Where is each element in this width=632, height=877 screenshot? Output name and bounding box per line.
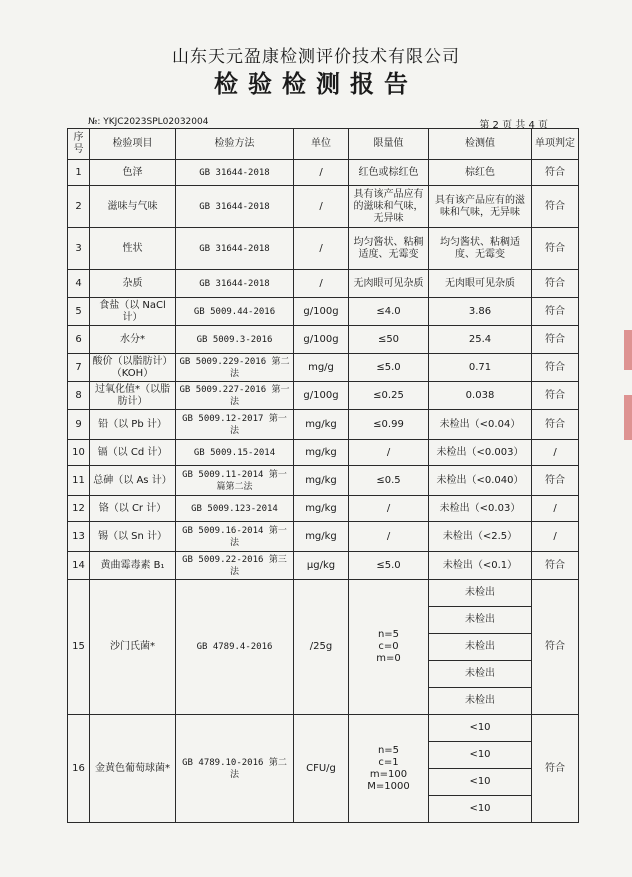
table-row: [68, 354, 579, 382]
table-row: [68, 580, 579, 607]
cell-item: 铬（以 Cr 计）: [90, 496, 176, 522]
cell-value: 未检出（<0.003）: [429, 440, 532, 466]
cell-method: GB 31644-2018: [176, 186, 294, 228]
cell-item: 滋味与气味: [90, 186, 176, 228]
cell-value: 25.4: [429, 326, 532, 354]
limit-line: c=0: [378, 641, 399, 652]
table-row: [68, 440, 579, 466]
cell-limit: 均匀酱状、粘稠适度、无霉变: [349, 228, 429, 270]
cell-value: 未检出（<0.1）: [429, 552, 532, 580]
cell-unit: /: [294, 228, 349, 270]
cell-verdict: /: [532, 522, 579, 552]
cell-value: 均匀酱状、粘稠适度、无霉变: [429, 228, 532, 270]
cell-value: 未检出: [429, 607, 532, 634]
cell-limit: [349, 580, 429, 715]
col-header-limit: 限量值: [349, 129, 429, 160]
cell-verdict: 符合: [532, 326, 579, 354]
cell-method: GB 5009.123-2014: [176, 496, 294, 522]
cell-unit: mg/kg: [294, 410, 349, 440]
report-number: №: YKJC2023SPL02032004: [88, 117, 209, 127]
cell-verdict: 符合: [532, 298, 579, 326]
table-row: [68, 522, 579, 552]
cell-method: GB 31644-2018: [176, 270, 294, 298]
cell-limit: [349, 715, 429, 823]
report-title: 检验检测报告: [214, 70, 418, 98]
cell-value: 未检出: [429, 661, 532, 688]
cell-item: 水分*: [90, 326, 176, 354]
cell-no: 14: [68, 552, 90, 580]
cell-verdict: /: [532, 496, 579, 522]
cell-no: 8: [68, 382, 90, 410]
cell-limit: ≤5.0: [349, 354, 429, 382]
cell-no: 11: [68, 466, 90, 496]
cell-no: 4: [68, 270, 90, 298]
cell-unit: /: [294, 186, 349, 228]
cell-no: 1: [68, 160, 90, 186]
cell-unit: mg/kg: [294, 496, 349, 522]
cell-unit: mg/kg: [294, 522, 349, 552]
cell-verdict: 符合: [532, 160, 579, 186]
cell-unit: /25g: [294, 580, 349, 715]
cell-value: 未检出: [429, 688, 532, 715]
cell-verdict: 符合: [532, 466, 579, 496]
cell-item: 沙门氏菌*: [90, 580, 176, 715]
results-table: [67, 128, 579, 823]
cell-method: GB 5009.11-2014 第一篇第二法: [176, 466, 294, 496]
table-row: [68, 410, 579, 440]
cell-limit: ≤0.5: [349, 466, 429, 496]
cell-method: GB 5009.22-2016 第三法: [176, 552, 294, 580]
cell-value: 棕红色: [429, 160, 532, 186]
cell-limit: ≤0.99: [349, 410, 429, 440]
cell-item: 色泽: [90, 160, 176, 186]
cell-method: GB 5009.12-2017 第一法: [176, 410, 294, 440]
cell-no: 12: [68, 496, 90, 522]
table-row: [68, 715, 579, 742]
cell-value: <10: [429, 715, 532, 742]
cell-verdict: /: [532, 440, 579, 466]
cell-item: 黄曲霉毒素 B₁: [90, 552, 176, 580]
cell-limit: 无肉眼可见杂质: [349, 270, 429, 298]
table-row: [68, 552, 579, 580]
table-row: [68, 496, 579, 522]
cell-no: 15: [68, 580, 90, 715]
table-row: [68, 298, 579, 326]
cell-item: 总砷（以 As 计）: [90, 466, 176, 496]
table-row: [68, 326, 579, 354]
cell-method: GB 5009.16-2014 第一法: [176, 522, 294, 552]
cell-value: 未检出（<0.04）: [429, 410, 532, 440]
cell-unit: CFU/g: [294, 715, 349, 823]
cell-method: GB 4789.4-2016: [176, 580, 294, 715]
cell-verdict: 符合: [532, 580, 579, 715]
cell-unit: g/100g: [294, 382, 349, 410]
cell-no: 3: [68, 228, 90, 270]
col-header-value: 检测值: [429, 129, 532, 160]
limit-line: n=5: [377, 744, 400, 756]
stamp-edge-mark-bottom: [624, 395, 632, 440]
cell-unit: mg/g: [294, 354, 349, 382]
cell-method: GB 5009.15-2014: [176, 440, 294, 466]
col-header-unit: 单位: [294, 129, 349, 160]
col-header-verdict: 单项判定: [532, 129, 579, 160]
cell-item: 杂质: [90, 270, 176, 298]
cell-limit: /: [349, 522, 429, 552]
cell-limit: /: [349, 440, 429, 466]
cell-verdict: 符合: [532, 354, 579, 382]
cell-unit: /: [294, 270, 349, 298]
cell-unit: mg/kg: [294, 440, 349, 466]
cell-no: 10: [68, 440, 90, 466]
cell-unit: mg/kg: [294, 466, 349, 496]
cell-no: 6: [68, 326, 90, 354]
cell-unit: g/100g: [294, 298, 349, 326]
cell-unit: /: [294, 160, 349, 186]
cell-limit: ≤5.0: [349, 552, 429, 580]
page-indicator: 第 2 页 共 4 页: [479, 120, 548, 131]
cell-value: 无肉眼可见杂质: [429, 270, 532, 298]
cell-limit: 具有该产品应有的滋味和气味，无异味: [349, 186, 429, 228]
cell-value: 3.86: [429, 298, 532, 326]
cell-item: 食盐（以 NaCl 计）: [90, 298, 176, 326]
table-row: [68, 270, 579, 298]
cell-item: 镉（以 Cd 计）: [90, 440, 176, 466]
cell-value: 具有该产品应有的滋味和气味，无异味: [429, 186, 532, 228]
limit-line: n=5: [377, 629, 400, 640]
cell-limit: ≤50: [349, 326, 429, 354]
cell-value: 未检出（<0.040）: [429, 466, 532, 496]
cell-item: 酸价（以脂肪计）（KOH）: [90, 354, 176, 382]
cell-value: <10: [429, 742, 532, 769]
table-row: [68, 466, 579, 496]
cell-value: 未检出（<2.5）: [429, 522, 532, 552]
cell-verdict: 符合: [532, 382, 579, 410]
cell-verdict: 符合: [532, 552, 579, 580]
col-header-no: 序号: [68, 129, 90, 160]
cell-method: GB 5009.229-2016 第二法: [176, 354, 294, 382]
cell-method: GB 4789.10-2016 第二法: [176, 715, 294, 823]
cell-limit: 红色或棕红色: [349, 160, 429, 186]
organization-name: 山东天元盈康检测评价技术有限公司: [172, 47, 460, 67]
cell-verdict: 符合: [532, 228, 579, 270]
cell-no: 7: [68, 354, 90, 382]
cell-value: 0.038: [429, 382, 532, 410]
cell-value: 未检出（<0.03）: [429, 496, 532, 522]
cell-no: 5: [68, 298, 90, 326]
cell-unit: μg/kg: [294, 552, 349, 580]
limit-line: m=0: [376, 653, 401, 664]
cell-value: <10: [429, 769, 532, 796]
cell-item: 过氧化值*（以脂肪计）: [90, 382, 176, 410]
cell-verdict: 符合: [532, 270, 579, 298]
cell-method: GB 31644-2018: [176, 160, 294, 186]
cell-verdict: 符合: [532, 410, 579, 440]
cell-verdict: 符合: [532, 186, 579, 228]
cell-value: 未检出: [429, 634, 532, 661]
table-row: [68, 382, 579, 410]
cell-no: 2: [68, 186, 90, 228]
cell-unit: g/100g: [294, 326, 349, 354]
col-header-item: 检验项目: [90, 129, 176, 160]
cell-method: GB 5009.44-2016: [176, 298, 294, 326]
cell-limit: /: [349, 496, 429, 522]
limit-line: M=1000: [367, 780, 410, 792]
limit-line: m=100: [369, 768, 408, 780]
cell-no: 13: [68, 522, 90, 552]
cell-method: GB 5009.3-2016: [176, 326, 294, 354]
table-header-row: [68, 129, 579, 160]
cell-value: 未检出: [429, 580, 532, 607]
cell-item: 锡（以 Sn 计）: [90, 522, 176, 552]
cell-value: <10: [429, 796, 532, 823]
cell-method: GB 31644-2018: [176, 228, 294, 270]
cell-verdict: 符合: [532, 715, 579, 823]
cell-no: 9: [68, 410, 90, 440]
table-row: [68, 228, 579, 270]
cell-limit: ≤4.0: [349, 298, 429, 326]
cell-method: GB 5009.227-2016 第一法: [176, 382, 294, 410]
col-header-method: 检验方法: [176, 129, 294, 160]
stamp-edge-mark-top: [624, 330, 632, 370]
table-row: [68, 186, 579, 228]
cell-limit: ≤0.25: [349, 382, 429, 410]
table-row: [68, 160, 579, 186]
cell-value: 0.71: [429, 354, 532, 382]
limit-line: c=1: [378, 756, 399, 768]
cell-item: 铅（以 Pb 计）: [90, 410, 176, 440]
cell-item: 性状: [90, 228, 176, 270]
cell-no: 16: [68, 715, 90, 823]
cell-item: 金黄色葡萄球菌*: [90, 715, 176, 823]
